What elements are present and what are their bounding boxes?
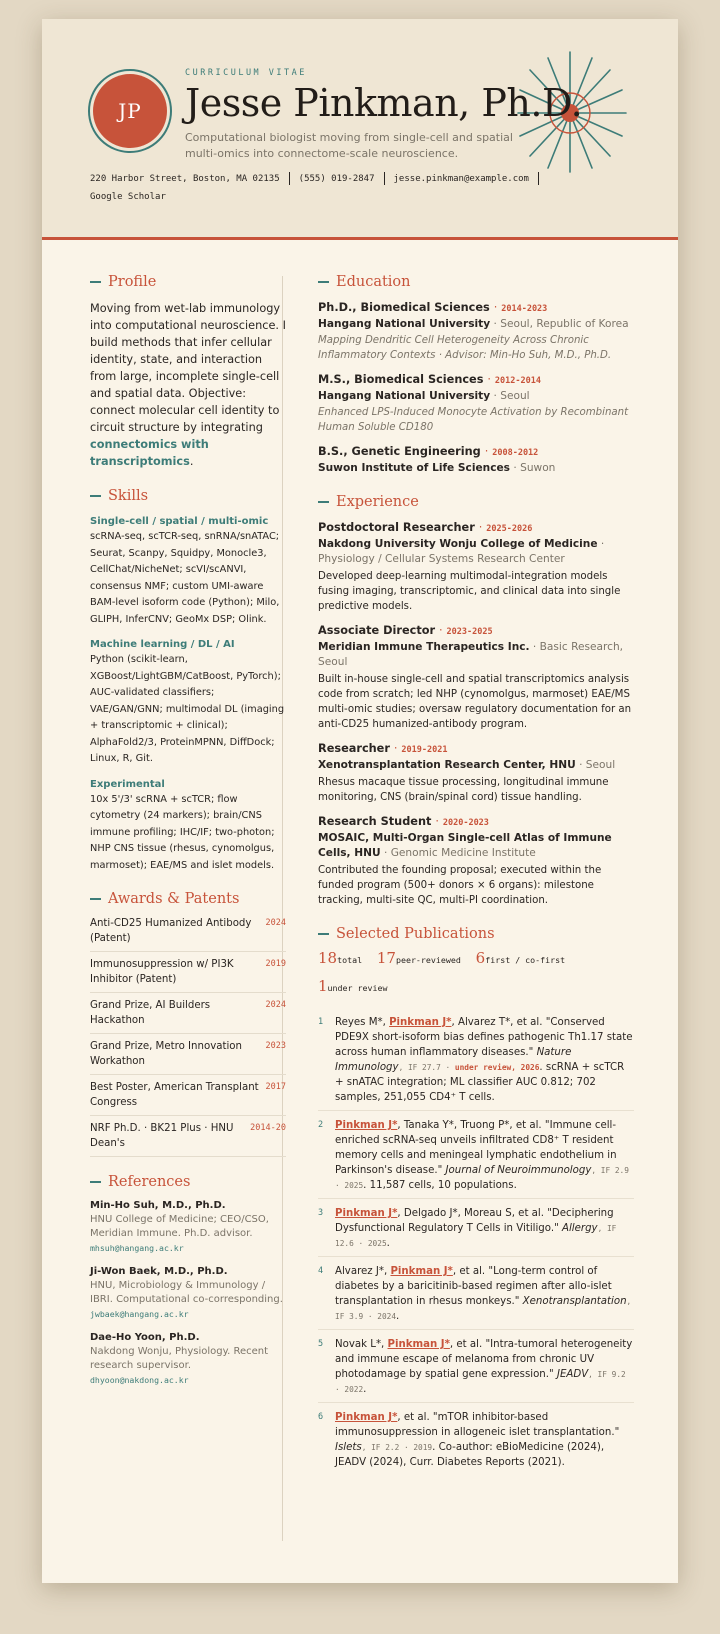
publication-number: 2 [318, 1120, 324, 1130]
reference-email-link[interactable]: dhyoon@nakdong.ac.kr [90, 1375, 189, 1385]
school-place: · Seoul, Republic of Korea [493, 318, 629, 330]
job-dates: 2019-2021 [401, 745, 448, 755]
publication-stats-2: 1under review [318, 977, 388, 995]
stat-total: 18 [318, 949, 338, 967]
publication-item: 1 Reyes M*, Pinkman J*, Alvarez T*, et al. "Conserved PDE9X short-isoform bias defines pathogenic Th1.17 state across human inflammatory diseases." Nature Immunology, IF 27.7 · under review, 2026. scRNA + scTCR + snATAC integration; ML classifier AUC 0.812; 702 samples, 251,055 CD4⁺ T cells. [318, 1008, 634, 1111]
education-dates: 2008-2012 [492, 448, 539, 458]
publication-item: 5 Novak L*, Pinkman J*, et al. "Intra-tumoral heterogeneity and immune escape of melanoma from chronic UV photodamage by spatial gene expression." JEADV, IF 9.2 · 2022. [318, 1330, 634, 1403]
award-item [90, 1075, 286, 1116]
journal-name: Nature Immunology [335, 1047, 572, 1073]
author-highlight: Pinkman J* [335, 1412, 398, 1423]
author-highlight: Pinkman J* [389, 1017, 452, 1028]
award-year: 2019 [265, 959, 286, 969]
cv-page [42, 19, 678, 1583]
job-dates: 2020-2023 [442, 818, 489, 828]
reference-name: Min-Ho Suh, M.D., Ph.D. [90, 1200, 226, 1211]
skill-group [90, 514, 286, 628]
author-highlight: Pinkman J* [335, 1120, 398, 1131]
author-highlight: Pinkman J* [387, 1339, 450, 1350]
right-column [318, 274, 634, 1475]
section-heading-experience: Experience [318, 494, 634, 510]
skill-group [90, 637, 286, 768]
contact-bar [90, 170, 548, 206]
employer: Xenotransplantation Research Center, HNU [318, 759, 576, 771]
contact-divider [538, 172, 539, 185]
award-name: Immunosuppression w/ PI3K Inhibitor (Patent) [90, 959, 234, 985]
reference-desc: HNU, Microbiology & Immunology / IBRI. Computational co-corresponding. [90, 1280, 283, 1305]
publication-item: 3 Pinkman J*, Delgado J*, Moreau S, et al. "Deciphering Dysfunctional Regulatory T Cells in Vitiligo." Allergy, IF 12.6 · 2025. [318, 1199, 634, 1257]
publication-meta: , IF 2.2 · 2019 [361, 1443, 433, 1452]
employer-dept: · Basic Research, Seoul [318, 641, 624, 668]
author-highlight: Pinkman J* [335, 1208, 398, 1219]
publication-number: 5 [318, 1339, 324, 1349]
award-name: NRF Ph.D. · BK21 Plus · HNU Dean's [90, 1123, 234, 1149]
email-link[interactable]: jesse.pinkman@example.com [393, 174, 529, 184]
reference-desc: Nakdong Wonju, Physiology. Recent research supervisor. [90, 1346, 269, 1371]
reference-name: Ji-Won Baek, M.D., Ph.D. [90, 1266, 228, 1277]
under-review-tag: under review, 2026 [454, 1063, 540, 1072]
section-heading-profile: Profile [90, 274, 286, 290]
education-item: Ph.D., Biomedical Sciences · 2014-2023 Hangang National University · Seoul, Republic of Korea Mapping Dendritic Cell Heterogeneity Across Chronic Inflammatory Contexts · Advisor: Min-Ho Suh, M.D., Ph.D. [318, 300, 634, 363]
award-item [90, 1116, 286, 1157]
experience-item: Researcher · 2019-2021 Xenotransplantation Research Center, HNU · Seoul Rhesus macaque tissue processing, longitudinal immune monitoring, CNS (brain/spinal cord) tissue handling. [318, 741, 634, 805]
publication-meta: , IF 27.7 · [398, 1063, 455, 1072]
author-highlight: Pinkman J* [390, 1266, 453, 1277]
cv-header [42, 19, 678, 240]
award-item [90, 911, 286, 952]
job-description: Built in-house single-cell and spatial transcriptomics analysis code from scratch; led NHP (cynomolgus, marmoset) EAE/MS multi-omic studies; oversaw regulatory documentation for an anti-CD25 humanized-antibody program. [318, 674, 632, 730]
experience-item: Postdoctoral Researcher · 2025-2026 Nakdong University Wonju College of Medicine · Physiology / Cellular Systems Research Center Developed deep-learning multimodal-integration models fusing imaging, transcriptomic, and clinical data into single predictive models. [318, 520, 634, 614]
school: Suwon Institute of Life Sciences [318, 462, 510, 474]
publication-meta: , IF 9.2 · 2022 [335, 1370, 626, 1394]
job-dates: 2025-2026 [486, 524, 533, 534]
publication-meta: , IF 2.9 · 2025 [335, 1166, 629, 1190]
publication-number: 4 [318, 1266, 324, 1276]
degree: M.S., Biomedical Sciences [318, 373, 484, 386]
publication-meta: , IF 12.6 · 2025 [335, 1224, 617, 1248]
award-year: 2017 [265, 1082, 286, 1092]
education-dates: 2012-2014 [494, 376, 541, 386]
avatar [88, 69, 172, 153]
degree: B.S., Genetic Engineering [318, 445, 481, 458]
reference-name: Dae-Ho Yoon, Ph.D. [90, 1332, 200, 1343]
education-item: M.S., Biomedical Sciences · 2012-2014 Hangang National University · Seoul Enhanced LPS-Induced Monocyte Activation by Recombinant Human Soluble CD180 [318, 372, 634, 435]
job-title: Associate Director [318, 624, 436, 637]
award-item [90, 993, 286, 1034]
education-note: Enhanced LPS-Induced Monocyte Activation by Recombinant Human Soluble CD180 [318, 407, 629, 433]
employer-dept: · Physiology / Cellular Systems Research Center [318, 538, 605, 565]
employer: Nakdong University Wonju College of Medicine [318, 538, 598, 550]
school: Hangang National University [318, 390, 491, 402]
tagline: Computational biologist moving from single-cell and spatial multi-omics into connectome-scale neuroscience. [185, 131, 513, 160]
publication-meta: , IF 3.9 · 2024 [335, 1297, 632, 1321]
education-item: B.S., Genetic Engineering · 2008-2012 Suwon Institute of Life Sciences · Suwon [318, 445, 556, 474]
school-place: · Seoul [493, 390, 530, 402]
school: Hangang National University [318, 318, 491, 330]
employer: Meridian Immune Therapeutics Inc. [318, 641, 530, 653]
page-title: Jesse Pinkman, Ph.D. [185, 81, 583, 125]
award-name: Best Poster, American Transplant Congress [90, 1082, 259, 1108]
scholar-link[interactable]: Google Scholar [90, 192, 166, 202]
skill-group-body: 10x 5'/3' scRNA + scTCR; flow cytometry (24 markers); brain/CNS immune profiling; IHC/IF; two-photon; NHP CNS tissue (rhesus, cynomolgus, marmoset); EAE/MS and islet models. [90, 793, 275, 871]
skill-group-body: Python (scikit-learn, XGBoost/LightGBM/CatBoost, PyTorch); AUC-validated classifiers; VAE/GAN/GNN; multimodal DL (imaging + transcriptomic + clinical); AlphaFold2/3, ProteinMPNN, DiffDock; Linux, R, Git. [90, 654, 285, 764]
reference-email-link[interactable]: mhsuh@hangang.ac.kr [90, 1243, 184, 1253]
award-name: Anti-CD25 Humanized Antibody (Patent) [90, 918, 252, 944]
left-column [90, 274, 286, 1388]
reference-email-link[interactable]: jwbaek@hangang.ac.kr [90, 1309, 189, 1319]
award-name: Grand Prize, Metro Innovation Workathon [90, 1041, 242, 1067]
award-item [90, 952, 286, 993]
section-heading-publications: Selected Publications [318, 926, 634, 942]
avatar-initials: JP [93, 74, 167, 148]
education-note: Mapping Dendritic Cell Heterogeneity Across Chronic Inflammatory Contexts · Advisor: Min-Ho Suh, M.D., Ph.D. [318, 335, 612, 361]
contact-divider [289, 172, 290, 185]
skill-group-body: scRNA-seq, scTCR-seq, snRNA/snATAC; Seurat, Scanpy, Squidpy, Monocle3, CellChat/NicheNet; scVI/scANVI, consensus NMF; custom UMI-aware BAM-level isoform code (Python); Milo, GLIPH, InferCNV; GeoMx DSP; Olink. [90, 531, 280, 625]
award-year: 2023 [265, 1041, 286, 1051]
journal-name: Journal of Neuroimmunology [445, 1165, 592, 1176]
section-heading-skills: Skills [90, 488, 286, 504]
job-description: Contributed the founding proposal; executed within the funded program (500+ donors × 6 organs): milestone tracking, multi-site QC, multi-PI coordination. [318, 865, 602, 906]
reference-item [90, 1265, 286, 1322]
reference-item [90, 1199, 286, 1256]
experience-item: Research Student · 2020-2023 MOSAIC, Multi-Organ Single-cell Atlas of Immune Cells, HNU · Genomic Medicine Institute Contributed the founding proposal; executed within the funded program (500+ donors × 6 organs): milestone tracking, multi-site QC, multi-PI coordination. [318, 814, 634, 908]
skill-group-title: Single-cell / spatial / multi-omic [90, 516, 269, 527]
phone-link[interactable]: (555) 019-2847 [298, 174, 375, 184]
award-item [90, 1034, 286, 1075]
section-heading-references: References [90, 1174, 286, 1190]
profile-highlight: connectomics with transcriptomics [90, 438, 209, 468]
degree: Ph.D., Biomedical Sciences [318, 301, 490, 314]
reference-item [90, 1331, 286, 1388]
job-title: Researcher [318, 742, 390, 755]
skill-group-title: Machine learning / DL / AI [90, 639, 235, 650]
job-title: Research Student [318, 815, 432, 828]
employer-dept: · Genomic Medicine Institute [383, 847, 536, 859]
publication-number: 6 [318, 1412, 324, 1422]
employer: MOSAIC, Multi-Organ Single-cell Atlas of Immune Cells, HNU [318, 832, 612, 859]
cv-eyebrow: CURRICULUM VITAE [185, 68, 307, 78]
publication-stats: 18total 17peer-reviewed 6first / co-first [318, 949, 566, 967]
journal-name: JEADV [556, 1369, 589, 1380]
award-year: 2024 [265, 1000, 286, 1010]
stat-peer-reviewed: 17 [376, 949, 396, 967]
publication-item: 6 Pinkman J*, et al. "mTOR inhibitor-based immunosuppression in allogeneic islet transplantation." Islets, IF 2.2 · 2019. Co-author: eBioMedicine (2024), JEADV (2024), Curr. Diabetes Reports (2021). [318, 1412, 620, 1468]
stat-first: 6 [475, 949, 486, 967]
employer-dept: · Seoul [579, 759, 616, 771]
profile-text: Moving from wet-lab immunology into computational neuroscience. I build methods that infer cellular identity, state, and interaction from large, incomplete single-cell and spatial data. Objective: connect molecular cell identity to circuit structure by integrating connectomics with transcriptomics. [90, 302, 286, 468]
job-dates: 2023-2025 [446, 627, 493, 637]
publication-item: 2 Pinkman J*, Tanaka Y*, Truong P*, et al. "Immune cell-enriched scRNA-seq unveils infiltrated CD8⁺ T resident memory cells and meningeal lymphatic endothelium in Parkinson's disease." Journal of Neuroimmunology, IF 2.9 · 2025. 11,587 cells, 10 populations. [318, 1111, 634, 1199]
stat-under-review: 1 [318, 977, 328, 995]
section-heading-education: Education [318, 274, 634, 290]
education-dates: 2014-2023 [501, 304, 548, 314]
experience-item: Associate Director · 2023-2025 Meridian Immune Therapeutics Inc. · Basic Research, Seoul Built in-house single-cell and spatial transcriptomics analysis code from scratch; led NHP (cynomolgus, marmoset) EAE/MS multi-omic studies; oversaw regulatory documentation for an anti-CD25 humanized-antibody program. [318, 623, 634, 732]
job-description: Developed deep-learning multimodal-integration models fusing imaging, transcriptomic, and clinical data into single predictive models. [318, 571, 621, 612]
skill-group-title: Experimental [90, 778, 165, 790]
journal-name: Allergy [562, 1223, 598, 1234]
reference-desc: HNU College of Medicine; CEO/CSO, Meridian Immune. Ph.D. advisor. [90, 1214, 269, 1239]
job-description: Rhesus macaque tissue processing, longitudinal immune monitoring, CNS (brain/spinal cord) tissue handling. [318, 777, 609, 803]
publication-item: 4 Alvarez J*, Pinkman J*, et al. "Long-term control of diabetes by a baricitinib-based regimen after allo-islet transplantation in rhesus monkeys." Xenotransplantation, IF 3.9 · 2024. [318, 1257, 634, 1330]
journal-name: Xenotransplantation [522, 1296, 627, 1307]
job-title: Postdoctoral Researcher [318, 521, 475, 534]
publication-number: 3 [318, 1208, 324, 1218]
skill-group [90, 777, 286, 875]
journal-name: Islets [335, 1442, 362, 1453]
address-text: 220 Harbor Street, Boston, MA 02135 [90, 174, 280, 184]
award-year: 2014-20 [250, 1123, 286, 1133]
award-year: 2024 [265, 918, 286, 928]
publication-number: 1 [318, 1017, 324, 1027]
school-place: · Suwon [513, 462, 556, 474]
award-name: Grand Prize, AI Builders Hackathon [90, 1000, 211, 1026]
contact-divider [384, 172, 385, 185]
section-heading-awards: Awards & Patents [90, 891, 286, 907]
